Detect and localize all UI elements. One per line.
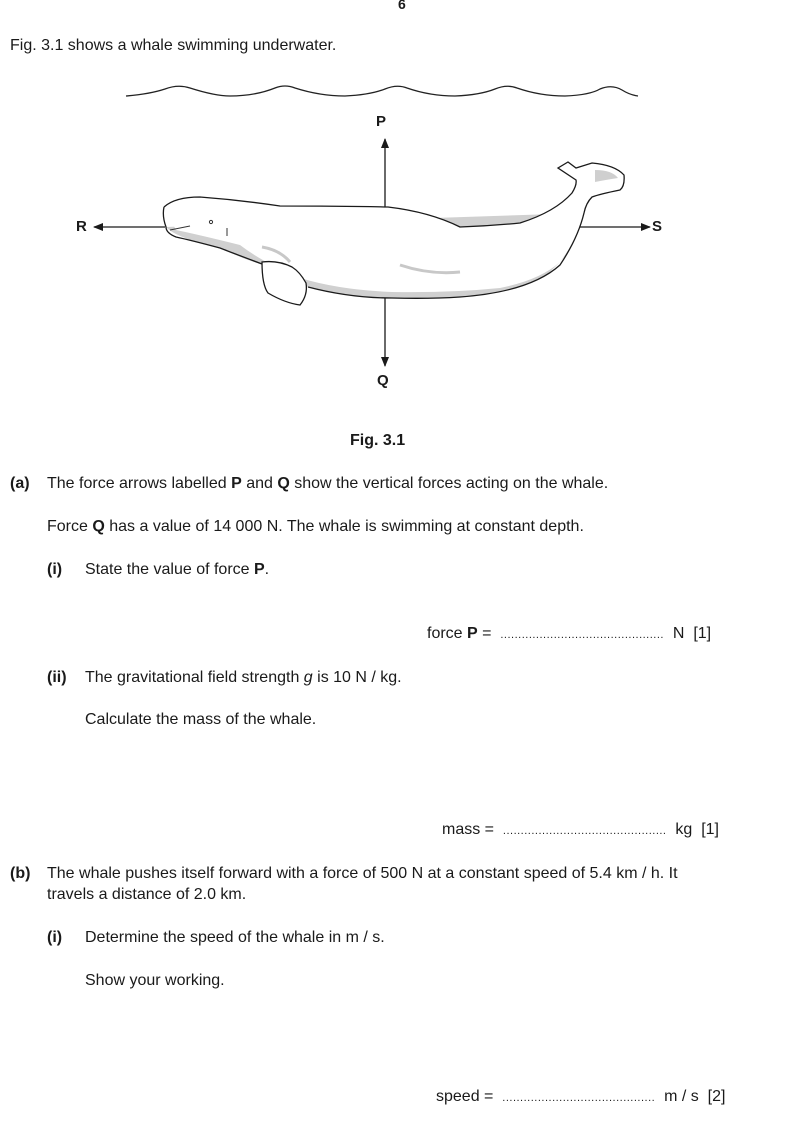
figure-caption: Fig. 3.1 (350, 432, 406, 449)
label-r: R (76, 218, 87, 235)
part-b-i-question: Determine the speed of the whale in m / s. (85, 929, 385, 946)
intro-text: Fig. 3.1 shows a whale swimming underwater. (10, 37, 337, 54)
part-b-i-label: (i) (47, 929, 63, 946)
part-a-i-label: (i) (47, 561, 63, 578)
speed-answer-line[interactable]: speed = ........................................... m / s [2] (436, 1088, 726, 1105)
label-q: Q (377, 372, 389, 389)
whale-figure (0, 0, 810, 420)
part-a-ii-label: (ii) (47, 669, 67, 686)
part-a-ii-text: The gravitational field strength g is 10 N / kg. (85, 669, 402, 686)
label-p: P (376, 113, 387, 130)
part-a-text1: The force arrows labelled P and Q show the vertical forces acting on the whale. (47, 475, 609, 492)
page-number: 6 (398, 0, 406, 12)
part-a-text2: Force Q has a value of 14 000 N. The whale is swimming at constant depth. (47, 518, 584, 535)
part-b-i-instruction: Show your working. (85, 972, 225, 989)
water-surface (126, 86, 638, 96)
part-b-text-line1: The whale pushes itself forward with a force of 500 N at a constant speed of 5.4 km / h. It (47, 865, 678, 882)
part-b-label: (b) (10, 865, 31, 882)
part-b-text-line2: travels a distance of 2.0 km. (47, 886, 247, 903)
part-a-label: (a) (10, 475, 30, 492)
whale-illustration (163, 162, 624, 305)
part-a-i-question: State the value of force P. (85, 561, 270, 578)
force-p-answer-line[interactable]: force P = .............................................. N [1] (427, 625, 712, 642)
part-a-ii-question: Calculate the mass of the whale. (85, 711, 317, 728)
mass-answer-line[interactable]: mass = .............................................. kg [1] (442, 821, 719, 838)
label-s: S (652, 218, 663, 235)
